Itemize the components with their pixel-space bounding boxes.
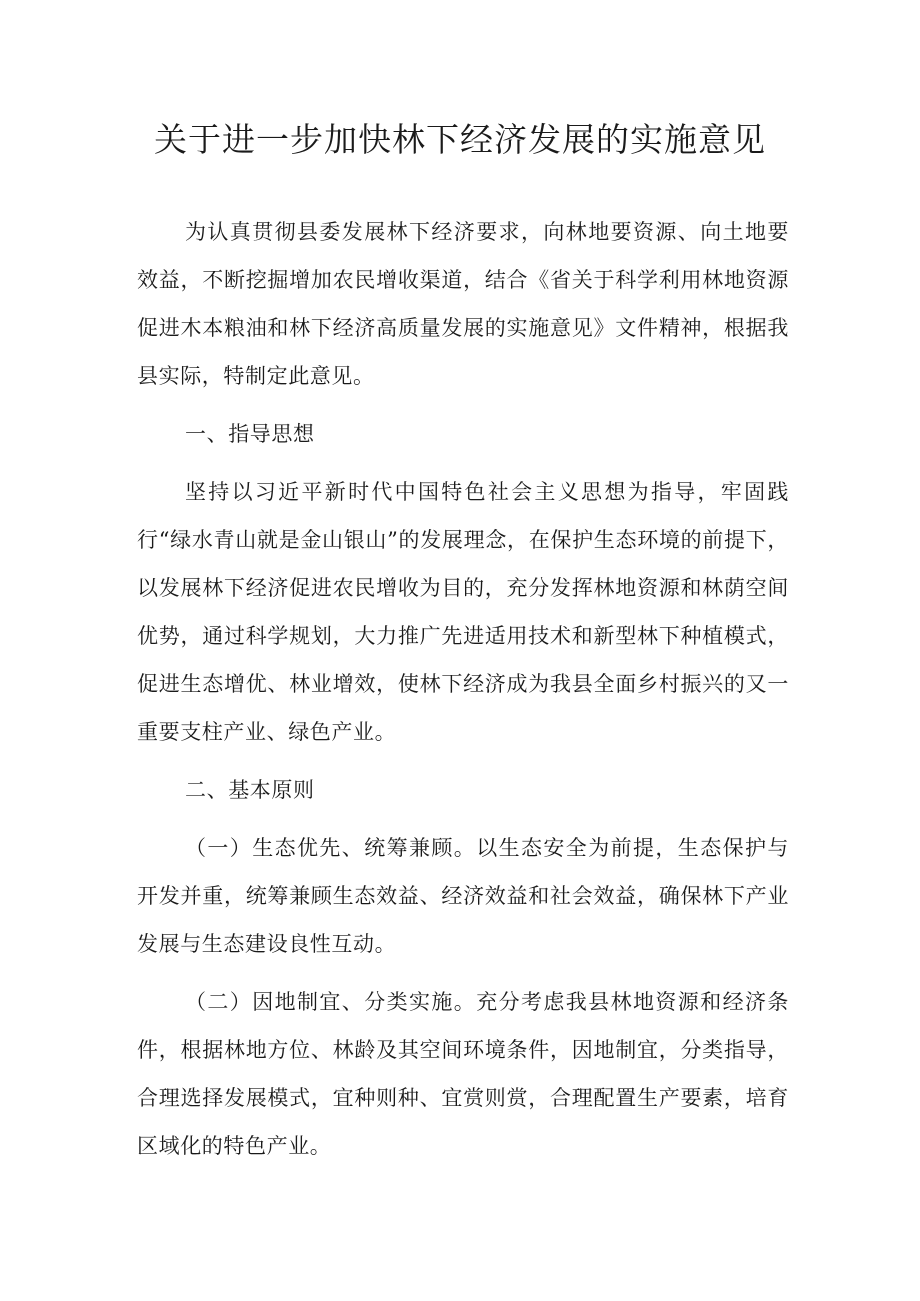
document-body (137, 208, 789, 1180)
guiding-ideology-paragraph: 坚持以习近平新时代中国特色社会主义思想为指导，牢固践行“绿水青山就是金山银山”的发展理念，在保护生态环境的前提下，以发展林下经济促进农民增收为目的，充分发挥林地资源和林荫空间优势，通过科学规划，大力推广先进适用技术和新型林下种植模式，促进生态增优、林业增效，使林下经济成为我县全面乡村振兴的又一重要支柱产业、绿色产业。 (137, 480, 789, 744)
intro-paragraph: 为认真贯彻县委发展林下经济要求，向林地要资源、向土地要效益，不断挖掘增加农民增收渠道，结合《省关于科学利用林地资源促进木本粮油和林下经济高质量发展的实施意见》文件精神，根据我县实际，特制定此意见。 (137, 220, 789, 388)
section-heading-guiding-ideology: 一、指导思想 (185, 422, 315, 446)
section-heading-basic-principles: 二、基本原则 (185, 778, 315, 802)
principle-2-paragraph: （二）因地制宜、分类实施。充分考虑我县林地资源和经济条件，根据林地方位、林龄及其空间环境条件，因地制宜，分类指导，合理选择发展模式，宜种则种、宜赏则赏，合理配置生产要素，培育区域化的特色产业。 (137, 990, 789, 1158)
document-title: 关于进一步加快林下经济发展的实施意见 (154, 120, 766, 159)
principle-1-paragraph: （一）生态优先、统筹兼顾。以生态安全为前提，生态保护与开发并重，统筹兼顾生态效益、经济效益和社会效益，确保林下产业发展与生态建设良性互动。 (137, 836, 789, 956)
